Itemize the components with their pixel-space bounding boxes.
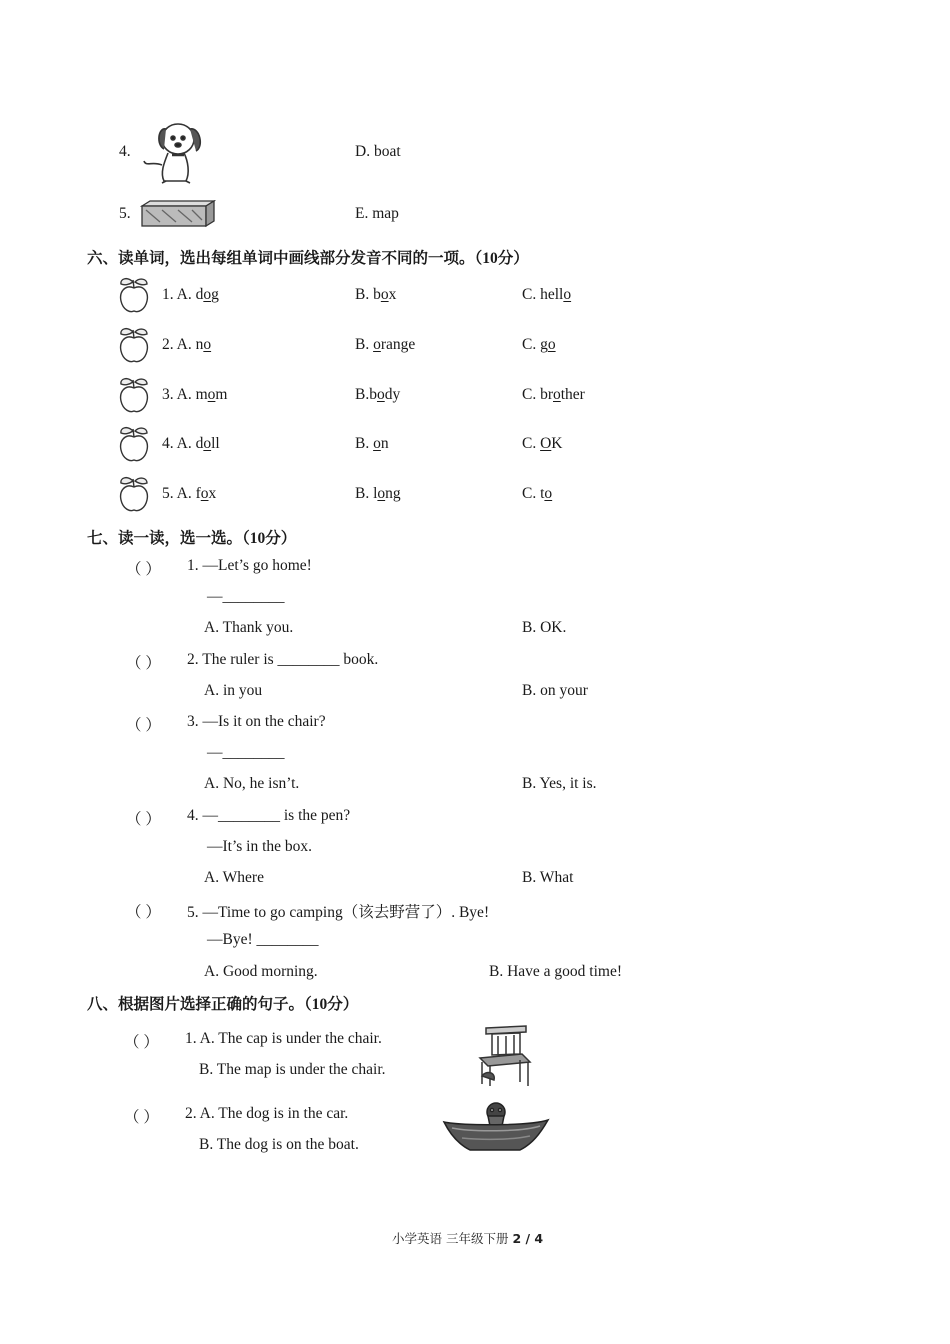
word-part: 3. A. m	[162, 385, 208, 403]
word-part: dy	[384, 385, 401, 403]
underlined-letter: o	[380, 286, 389, 303]
answer-bracket[interactable]: （ ）	[126, 904, 161, 922]
option-b: B. Have a good time!	[489, 962, 623, 980]
question-text: 4. —________ is the pen?	[187, 806, 351, 824]
option-a: 1. A. The cap is under the chair.	[185, 1030, 382, 1047]
match-number: 5.	[119, 205, 131, 222]
underlined-letter: o	[544, 485, 553, 503]
word-part: x	[208, 485, 217, 503]
underlined-letter: o	[373, 435, 381, 453]
option-b: B. The map is under the chair.	[199, 1061, 386, 1078]
choice-b	[355, 336, 415, 354]
choice-c	[522, 336, 556, 354]
section-8-title: 八、根据图片选择正确的句子。（10分）	[87, 996, 359, 1013]
option-a: A. Where	[204, 869, 264, 886]
word-part: C. g	[522, 335, 548, 353]
choice-a	[162, 386, 227, 404]
choice-a	[162, 435, 220, 453]
word-part: g	[211, 286, 219, 303]
word-part: ng	[385, 485, 401, 503]
match-option: D. boat	[355, 143, 401, 160]
option-a: 2. A. The dog is in the car.	[185, 1105, 349, 1122]
apple-icon	[117, 326, 151, 364]
answer-bracket[interactable]: （ ）	[124, 1109, 159, 1126]
choice-a	[162, 286, 219, 304]
word-part: 1. A. d	[162, 286, 204, 303]
word-part: ll	[211, 435, 220, 453]
word-part: C. hell	[522, 286, 564, 303]
word-part: x	[388, 286, 397, 303]
underlined-letter: o	[203, 435, 212, 453]
section-6-title: 六、读单词，选出每组单词中画线部分发音不同的一项。（10分）	[87, 250, 529, 267]
word-part: C.	[522, 435, 541, 453]
underlined-letter: o	[376, 385, 385, 403]
answer-bracket[interactable]: （ ）	[126, 561, 161, 578]
option-b: B. What	[522, 869, 574, 886]
footer-text: 小学英语 三年级下册	[392, 1231, 513, 1246]
question-reply: —It’s in the box.	[207, 837, 313, 855]
boat-picture	[442, 1100, 550, 1156]
option-a: A. Thank you.	[204, 619, 294, 637]
underlined-letter: o	[373, 335, 381, 353]
underlined-letter: o	[203, 286, 212, 303]
match-option: E. map	[355, 205, 399, 222]
option-a: A. No, he isn’t.	[204, 775, 300, 793]
choice-b	[355, 435, 389, 453]
question-text: 5. —Time to go camping（该去野营了）. Bye!	[187, 904, 490, 922]
option-b: B. The dog is on the boat.	[199, 1136, 359, 1153]
word-part: K	[551, 435, 563, 453]
question-text: 3. —Is it on the chair?	[187, 713, 326, 730]
answer-bracket[interactable]: （ ）	[124, 1034, 159, 1051]
option-a: A. in you	[204, 681, 263, 699]
word-part: n	[380, 435, 389, 453]
match-number: 4.	[119, 143, 131, 160]
choice-c	[522, 286, 571, 304]
option-b: B. OK.	[522, 619, 567, 637]
word-part: 5. A. f	[162, 485, 201, 503]
apple-icon	[117, 475, 151, 513]
apple-icon	[117, 376, 151, 414]
answer-bracket[interactable]: （ ）	[126, 717, 161, 734]
underlined-letter: o	[553, 385, 561, 403]
underlined-letter: o	[563, 286, 572, 303]
question-text: 1. —Let’s go home!	[187, 557, 312, 574]
underlined-letter: o	[377, 485, 386, 503]
word-part: C. br	[522, 385, 553, 403]
underlined-letter: o	[203, 335, 212, 353]
choice-c	[522, 386, 585, 404]
option-b: B. Yes, it is.	[522, 775, 597, 793]
section-7-title: 七、读一读，选一选。（10分）	[87, 530, 297, 547]
underlined-letter: O	[540, 435, 552, 453]
word-part: B.	[355, 335, 374, 353]
dog-picture	[136, 117, 212, 187]
question-reply: —Bye! ________	[207, 931, 319, 949]
choice-b	[355, 485, 401, 503]
question-text: 2. The ruler is ________ book.	[187, 650, 379, 668]
underlined-letter: o	[547, 335, 556, 353]
apple-icon	[117, 425, 151, 463]
word-part: m	[215, 385, 228, 403]
choice-b	[355, 386, 400, 404]
question-reply: —________	[207, 744, 285, 762]
choice-c	[522, 435, 563, 453]
answer-bracket[interactable]: （ ）	[126, 654, 161, 672]
page-number: 2 / 4	[512, 1231, 544, 1246]
question-reply: —________	[207, 588, 285, 606]
footer	[392, 1229, 543, 1247]
underlined-letter: o	[200, 485, 209, 503]
choice-a	[162, 336, 211, 354]
word-part: B. l	[355, 485, 378, 503]
word-part: B. b	[355, 286, 381, 303]
word-part: B.	[355, 435, 374, 453]
choice-b	[355, 286, 396, 304]
box-picture	[140, 200, 216, 228]
word-part: B.b	[355, 385, 377, 403]
option-a: A. Good morning.	[204, 962, 318, 980]
word-part: C. t	[522, 485, 545, 503]
option-b: B. on your	[522, 681, 588, 699]
chair-picture	[472, 1024, 534, 1088]
answer-bracket[interactable]: （ ）	[126, 810, 161, 828]
word-part: range	[380, 335, 416, 353]
choice-a	[162, 485, 216, 503]
word-part: 2. A. n	[162, 335, 204, 353]
word-part: 4. A. d	[162, 435, 204, 453]
apple-icon	[117, 276, 151, 314]
underlined-letter: o	[207, 385, 216, 403]
word-part: ther	[560, 385, 585, 403]
choice-c	[522, 485, 552, 503]
